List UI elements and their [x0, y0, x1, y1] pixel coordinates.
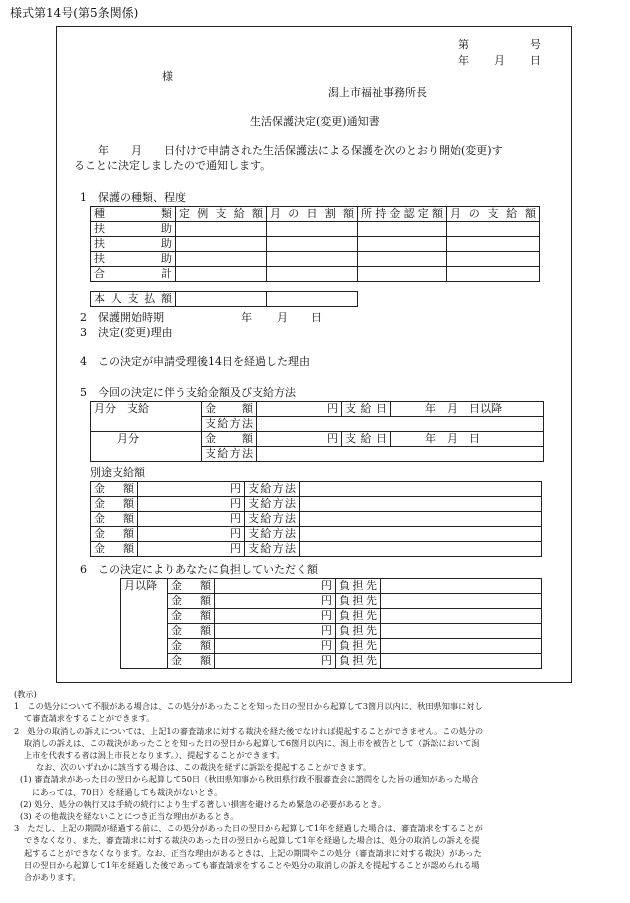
- amount-label: 金 額: [91, 512, 138, 527]
- method-label: 支給方法: [245, 542, 300, 557]
- self-payment-table: [90, 291, 358, 307]
- start-month: 月: [277, 311, 288, 324]
- method-label: 支給方法: [245, 482, 300, 497]
- table-cell: [447, 237, 540, 252]
- table-cell: [358, 267, 447, 282]
- table-cell: [381, 579, 542, 594]
- note-line: できなくなり、また、審査請求に対する裁決のあった日の翌日から起算して1年を経過した場合は、処分の取消しの訴えを提: [24, 835, 480, 846]
- note-line: て審査請求をすることができます。: [24, 713, 155, 724]
- payee-label: 負担先: [336, 624, 381, 639]
- row-label: 扶 助: [91, 222, 176, 237]
- table-row: [121, 639, 542, 654]
- table-row: [121, 594, 542, 609]
- table-cell: [176, 292, 267, 307]
- table-cell: [176, 222, 267, 237]
- table-cell: [381, 594, 542, 609]
- table-row: [91, 207, 540, 222]
- amount-label: 金 額: [91, 542, 138, 557]
- issuer: 潟上市福祉事務所長: [328, 86, 427, 99]
- table-cell: [381, 609, 542, 624]
- table-cell: [300, 512, 542, 527]
- table-cell: [267, 222, 358, 237]
- table-cell: [300, 527, 542, 542]
- yen-label: 円: [257, 402, 342, 417]
- column-header: 月の支給額: [447, 207, 540, 222]
- table-cell: [267, 237, 358, 252]
- note-line: 日の翌日から起算して1年を経過した後であっても審査請求をすることや処分の取消しの訴えを提起することが認められる場: [24, 859, 480, 870]
- amount-label: 金 額: [168, 654, 215, 669]
- note-line: 上市を代表する者は潟上市長となります。）、提起することができます。: [24, 750, 285, 761]
- row-label: 扶 助: [91, 252, 176, 267]
- yen-label: 円: [138, 482, 245, 497]
- table-row: [91, 237, 540, 252]
- pay-date-label: 支給日: [342, 432, 391, 447]
- pay-date-2: 年 月 日: [391, 432, 544, 447]
- intro-line-2: ることに決定しましたので通知します。: [74, 159, 272, 172]
- amount-label: 金 額: [168, 639, 215, 654]
- note-line: (2) 処分、処分の執行又は手続の続行により生ずる著しい損害を避けるため緊急の必要があるとき。: [20, 798, 386, 809]
- table-cell: [267, 292, 358, 307]
- note-line: 2 処分の取消しの訴えについては、上記1の審査請求に対する裁決を経た後でなければ提起することができません。この処分の: [14, 725, 484, 736]
- table-cell: [381, 654, 542, 669]
- table-row: [121, 609, 542, 624]
- amount-label: 金 額: [168, 624, 215, 639]
- yen-label: 円: [257, 432, 342, 447]
- burden-table: [120, 578, 542, 669]
- table-cell: [381, 639, 542, 654]
- amount-label: 金 額: [168, 579, 215, 594]
- table-row: [121, 579, 542, 594]
- note-line: 合があります。: [24, 872, 81, 883]
- yen-label: 円: [138, 527, 245, 542]
- yen-label: 円: [215, 639, 336, 654]
- note-line: にあっては、70日）を経過しても裁決がないとき。: [32, 786, 223, 797]
- table-cell: [300, 497, 542, 512]
- date-year: 年: [458, 54, 469, 67]
- table-row: [121, 624, 542, 639]
- instruction-notes: [14, 688, 614, 883]
- yen-label: 円: [215, 579, 336, 594]
- table-cell: [257, 417, 544, 432]
- pay-date-label: 支給日: [342, 402, 391, 417]
- addressee-suffix: 様: [162, 70, 173, 83]
- table-cell: [300, 482, 542, 497]
- table-row: [91, 252, 540, 267]
- intro-line-1: 年 月 日付けで申請された生活保護法による保護を次のとおり開始(変更)す: [98, 144, 503, 157]
- amount-label: 金 額: [168, 594, 215, 609]
- date-month: 月: [494, 54, 505, 67]
- note-line: 取消しの訴えは、この裁決があったことを知った日の翌日から起算して6箇月以内に、潟上市を被告として（訴訟において潟: [24, 737, 480, 748]
- row-label: 扶 助: [91, 237, 176, 252]
- note-line: なお、次のいずれかに該当する場合は、この裁決を経ずに訴訟を提起することができます。: [36, 762, 372, 773]
- method-label: 支給方法: [202, 447, 257, 462]
- payment-table: [90, 401, 544, 462]
- payee-label: 負担先: [336, 594, 381, 609]
- column-header: 月の日割額: [267, 207, 358, 222]
- note-line: (3) その他裁決を経ないことにつき正当な理由があるとき。: [20, 811, 239, 822]
- notes-heading: (教示): [14, 689, 37, 699]
- payee-label: 負担先: [336, 609, 381, 624]
- table-cell: [381, 624, 542, 639]
- column-header: 定例支給額: [176, 207, 267, 222]
- table-cell: [267, 267, 358, 282]
- table-row: [121, 654, 542, 669]
- payee-label: 負担先: [336, 639, 381, 654]
- note-line: 3 ただし、上記の期間が経過する前に、この処分があった日の翌日から起算して1年を経過した場合は、審査請求をすることが: [14, 823, 483, 834]
- amount-label: 金 額: [202, 432, 257, 447]
- yen-label: 円: [215, 594, 336, 609]
- section6-heading: 6 この決定によりあなたに負担していただく額: [80, 563, 318, 576]
- table-row: [91, 402, 544, 417]
- yen-label: 円: [138, 497, 245, 512]
- amount-label: 金 額: [168, 609, 215, 624]
- burden-since: 月以降: [121, 579, 168, 669]
- table-cell: [358, 237, 447, 252]
- payment-month-1: 月分 支給: [91, 402, 202, 432]
- self-payment-label: 本人支払額: [91, 292, 176, 307]
- column-header: 所持金認定額: [358, 207, 447, 222]
- section1-heading: 1 保護の種類、程度: [80, 191, 186, 204]
- table-cell: [300, 542, 542, 557]
- method-label: 支給方法: [245, 497, 300, 512]
- number-prefix: 第: [458, 38, 469, 51]
- amount-label: 金 額: [91, 497, 138, 512]
- table-row: [91, 222, 540, 237]
- note-line: 起することができなくなります。なお、正当な理由があるときは、上記の期間やこの処分（審査請求に対する裁決）があった: [24, 847, 482, 858]
- form-label: 様式第14号(第5条関係): [10, 6, 139, 20]
- table-cell: [176, 252, 267, 267]
- row-label: 合 計: [91, 267, 176, 282]
- table-cell: [358, 252, 447, 267]
- yen-label: 円: [215, 654, 336, 669]
- table-cell: [447, 267, 540, 282]
- pay-date-1: 年 月 日以降: [391, 402, 544, 417]
- table-cell: [447, 222, 540, 237]
- start-date-label: 2 保護開始時期: [80, 311, 164, 324]
- amount-label: 金 額: [91, 527, 138, 542]
- table-cell: [176, 267, 267, 282]
- column-header: 種 類: [91, 207, 176, 222]
- note-line: 1 この処分について不服がある場合は、この処分があったことを知った日の翌日から起算して3箇月以内に、秋田県知事に対し: [14, 701, 483, 712]
- table-row: [91, 292, 358, 307]
- amount-label: 金 額: [91, 482, 138, 497]
- method-label: 支給方法: [245, 527, 300, 542]
- payee-label: 負担先: [336, 579, 381, 594]
- document-title: 生活保護決定(変更)通知書: [250, 115, 380, 128]
- table-row: [91, 497, 542, 512]
- table-row: [91, 527, 542, 542]
- separate-payment-heading: 別途支給額: [90, 466, 145, 479]
- payee-label: 負担先: [336, 654, 381, 669]
- method-label: 支給方法: [202, 417, 257, 432]
- yen-label: 円: [215, 624, 336, 639]
- table-cell: [267, 252, 358, 267]
- table-cell: [358, 222, 447, 237]
- start-year: 年: [241, 311, 252, 324]
- yen-label: 円: [215, 609, 336, 624]
- method-label: 支給方法: [245, 512, 300, 527]
- decision-reason-label: 3 決定(変更)理由: [80, 326, 173, 339]
- amount-label: 金 額: [202, 402, 257, 417]
- table-row: [91, 482, 542, 497]
- yen-label: 円: [138, 512, 245, 527]
- table-row: [91, 512, 542, 527]
- note-line: (1) 審査請求があった日の翌日から起算して50日（秋田県知事から秋田県行政不服審査会に諮問をした旨の通知があった場合: [20, 774, 479, 785]
- start-day: 日: [311, 311, 322, 324]
- delay-reason-label: 4 この決定が申請受理後14日を経過した理由: [80, 355, 310, 368]
- separate-payment-table: [90, 481, 542, 557]
- yen-label: 円: [138, 542, 245, 557]
- section5-heading: 5 今回の決定に伴う支給金額及び支給方法: [80, 386, 296, 399]
- assistance-table: [90, 206, 540, 282]
- table-cell: [257, 447, 544, 462]
- table-row: [91, 267, 540, 282]
- table-cell: [176, 237, 267, 252]
- payment-month-2: 月分: [91, 432, 202, 462]
- table-row: [91, 542, 542, 557]
- number-suffix: 号: [530, 38, 541, 51]
- table-row: [91, 432, 544, 447]
- table-cell: [447, 252, 540, 267]
- date-day: 日: [530, 54, 541, 67]
